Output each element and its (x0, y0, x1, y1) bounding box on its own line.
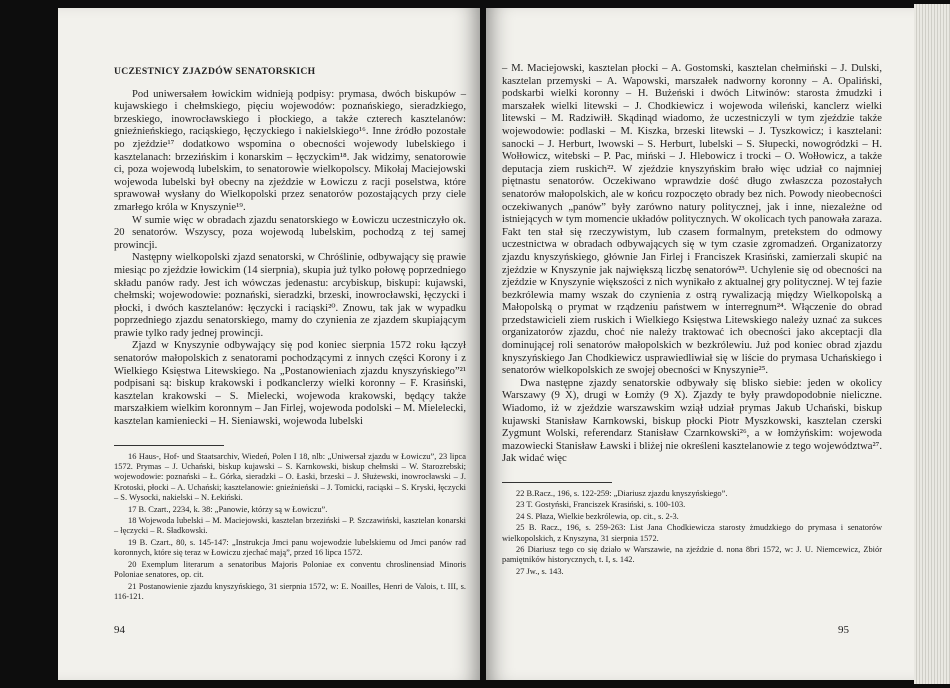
left-paragraph-1: Pod uniwersałem łowickim widnieją podpisy: prymasa, dwóch biskupów – kujawskiego i chełmskiego, pięciu wojewodów: poznańskiego, sieradzkiego, brzeskiego, inowrocławskiego i płockiego, a także czterech kasztelanów: gnieźnieńskiego, raciąskiego, łęczyckiego i nakielskiego¹⁶. Inne źródło pozostałe po zjeździe¹⁷ dodatkowo wspomina o obecności wojewody lubelskiego i kasztelanach: brzezińskim i konarskim – łęczyckim¹⁸. Jak widzimy, senatorowie ci, poza wojewodą lubelskim, to senatorowie wielkopolscy. Mikołaj Maciejowski wojewoda lubelski był obecny na zjeździe w Łowiczu z racji poselstwa, które sprawował wysłany do Wielkopolski przez senatorów pozostających przy ciele zmarłego króla w Knyszynie¹⁹. (114, 88, 466, 213)
running-heading: UCZESTNICY ZJAZDÓW SENATORSKICH (114, 66, 316, 77)
footnote-21: 21 Postanowienie zjazdu knyszyńskiego, 31 sierpnia 1572, w: E. Noailles, Henri de Valois, t. III, s. 116-121. (114, 581, 466, 601)
left-paragraph-3: Następny wielkopolski zjazd senatorski, w Chróślinie, odbywający się prawie miesiąc po zjeździe łowickim (14 sierpnia), skupia już tylko połowę poprzedniego składu panów rady. Jest ich wówczas jedenastu: arcybiskup, biskupi: kujawski, chełmski; wojewodowie: poznański, sieradzki, brzeski, inowrocławski, łęczycki i płocki, i dwóch kasztelanów: łęczycki i raciąski²⁰. Znowu, tak jak w wypadku poprzedniego zjazdu senatorskiego, mamy do czynienia ze zjazdem skupiającym prawie tylko rady jednej prowincji. (114, 252, 466, 339)
footnote-18: 18 Wojewoda lubelski – M. Maciejowski, kasztelan brzeziński – P. Szczawiński, kasztelan konarski – łęczycki – R. Sładkowski. (114, 516, 466, 536)
left-footnotes (114, 452, 466, 603)
right-footnotes (502, 489, 882, 577)
footnote-24: 24 S. Płaza, Wielkie bezkrólewia, op. cit., s. 2-3. (516, 511, 679, 521)
page-number-right: 95 (838, 624, 849, 636)
footnote-16: 16 Haus-, Hof- und Staatsarchiv, Wiedeń, Polen I 18, nlb: „Uniwersał zjazdu w Łowiczu”, 23 lipca 1572. Prymas – J. Uchański, biskup kujawski – S. Karnkowski, biskup chełmski – W. Starozrebski; wojewodowie: poznański – Ł. Górka, sieradzki – O. Łaski, brzeski – J. Służewski, inowrocławski – J. Krotoski, płocki – A. Uchański; kasztelanowie: gnieźnieński – J. Tomicki, raciąski – S. Kryski, łęczycki – S. Wysocki, nakielski – N. Łekiński. (114, 451, 466, 503)
right-page (486, 8, 914, 680)
footnote-26: 26 Diariusz tego co się działo w Warszawie, na zjeździe d. nona 8bri 1572, w: J. U. Niemcewicz, Zbiór pamiętników historycznych, t. I, s. 142. (502, 545, 882, 565)
left-paragraph-4: Zjazd w Knyszynie odbywający się pod koniec sierpnia 1572 roku łączył senatorów małopolskich z senatorami pochodzącymi z innych części Korony i z Wielkiego Księstwa Litewskiego. Na „Postanowieniach zjazdu knyszyńskiego”²¹ podpisani są: biskup krakowski i podkanclerzy wielki koronny – F. Krasiński, kasztelan krakowski – S. Mielecki, wojewoda krakowski, będący także marszałkiem wielkim koronnym – Jan Firlej, wojewoda podolski – M. Mielelecki, kasztelan kamieniecki – H. Sieniawski, wojewoda lubelski (114, 340, 466, 428)
left-page-content (114, 66, 466, 603)
right-page-content (502, 63, 882, 578)
footnote-27: 27 Jw., s. 143. (516, 566, 564, 576)
footnote-17: 17 B. Czart., 2234, k. 38: „Panowie, którzy są w Łowiczu”. (128, 504, 328, 514)
footnote-23: 23 T. Gostyński, Franciszek Krasiński, s. 100-103. (516, 500, 686, 510)
footnote-19: 19 B. Czart., 80, s. 145-147: „Instrukcja Jmci panu wojewodzie lubelskiemu od Jmci panów rad koronnych, które się teraz w Łowiczu zjechać mają”, przed 16 lipca 1572. (114, 537, 466, 558)
footnote-20: 20 Exemplum literarum a senatoribus Majoris Poloniae ex conventu chroslinensiad Minoris Poloniae senatores, op. cit. (114, 559, 466, 580)
right-paragraph-2: Dwa następne zjazdy senatorskie odbywały się blisko siebie: jeden w okolicy Warszawy (9 X), drugi w Łomży (9 X). Zjazdy te były prawdopodobnie nieliczne. Wiadomo, iż w zjeździe warszawskim wziął udział prymas Jakub Uchański, biskup kujawski Stanisław Karnkowski, biskup płocki Piotr Myszkowski, kasztelan czerski Zygmunt Wolski, referendarz Stanisław Czarnkowski²⁶, a w łomżyńskim: wojewoda mazowiecki Stanisław Ławski i bliżej nie określeni kasztelanowie z tego województwa²⁷. Jak widać więc (502, 377, 882, 465)
footnote-22: 22 B.Racz., 196, s. 122-259: „Diariusz zjazdu knyszyńskiego”. (516, 489, 728, 498)
footnote-rule (502, 482, 612, 483)
page-edges (914, 4, 950, 684)
right-paragraph-1: – M. Maciejowski, kasztelan płocki – A. Gostomski, kasztelan chełmiński – J. Dulski, kasztelan przemyski – A. Wapowski, marszałek nadworny koronny – A. Opaliński, podskarbi wielki koronny – H. Bużeński i dwóch Litwinów: starosta żmudzki i marszałek wielki litewski – J. Chodkiewicz i wojewoda wileński, kanclerz wielki litewski – M. Radziwiłł. Skądinąd wiadomo, że uczestniczyli w tym zjeździe także wojewodowie: podlaski – M. Kiszka, brzeski litewski – J. Tyszkowicz; i kasztelani: sanocki – J. Herburt, lwowski – S. Herburt, lubelski – S. Słupecki, nowogródzki – H. Wołłowicz, witebski – P. Pac, miński – J. Hlebowicz i trocki – O. Wołłowicz, a także deputacja ziem ruskich²². W zjeździe knyszyńskim brało więc udział co najmniej piętnastu senatorów. Oczekiwano wprawdzie dość długo zwłaszcza pozostałych senatorów małopolskich, ale w końcu rozpoczęto obrady bez nich. Powody nieobecności oczekiwanych „panów” były zarówno natury politycznej, jak i inne, niezależne od istniejących w tym momencie układów politycznych. W okolicach tych panowała zaraza. Fakt ten stał się rzeczywistym, lub czasem formalnym, pretekstem do odmowy uczestnictwa w obradach odbywających się w tym czasie zgromadzeń. Organizatorzy zjazdu knyszyńskiego, głównie Jan Firlej i Franciszek Krasiński, zamierzali skupić na zjeździe w Knyszynie jak największą liczbę senatorów²³. Uchylenie się od obecności na zjeździe w Knyszynie większości z nich wynikało z aktualnej gry politycznej. W tej fazie bezkrólewia mamy wszak do czynienia z ostrą rywalizacją między Wielkopolską a Małopolską o prymat w rządzeniu państwem w interregnum²⁴. Włączenie do obrad przedstawicieli ziem ruskich i Wielkiego Księstwa Litewskiego należy uznać za sukces organizatorów zjazdu, choć nie należy traktować ich obecności jako akceptacji dla dominującej roli senatorów małopolskich w bezkrólewiu. Już pod koniec obrad zjazdu knyszyńskiego Jan Chodkiewicz usprawiedliwiał się w liście do prymasa Uchańskiego i senatorów wielkopolskich ze swojej obecności w Knyszynie²⁵. (502, 63, 882, 377)
footnote-rule (114, 445, 224, 446)
left-paragraph-2: W sumie więc w obradach zjazdu senatorskiego w Łowiczu uczestniczyło ok. 20 senatorów. Wszyscy, poza wojewodą lubelskim, pochodzą z tej samej prowincji. (114, 214, 466, 251)
left-page (58, 8, 480, 680)
page-number-left: 94 (114, 624, 125, 636)
footnote-25: 25 B. Racz., 196, s. 259-263: List Jana Chodkiewicza starosty żmudzkiego do prymasa i senatorów wielkopolskich, z Knyszyna, 31 sierpnia 1572. (502, 523, 882, 543)
